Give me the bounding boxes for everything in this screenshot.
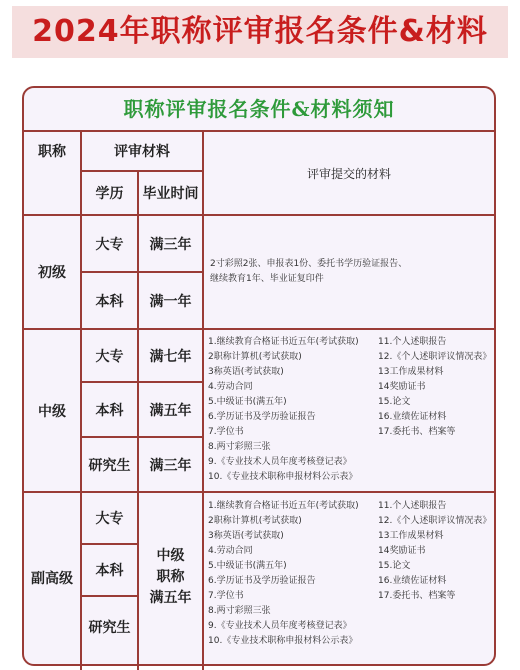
material-item: 7.学位书 (208, 427, 244, 437)
material-item: 4.劳动合同 (208, 546, 253, 556)
middle-education-associate: 大专 (95, 348, 124, 365)
senior-materials-right (378, 499, 491, 604)
material-item: 11.个人述职报告 (378, 501, 447, 511)
material-item: 14奖励证书 (378, 546, 426, 556)
page-title: 2024年职称评审报名条件&材料 (32, 14, 488, 49)
header-graduation-time: 毕业时间 (142, 186, 199, 202)
material-item: 11.个人述职报告 (378, 337, 447, 347)
senior-education-postgraduate: 研究生 (88, 620, 131, 636)
middle-materials-left (208, 335, 359, 485)
header-materials: 评审材料 (114, 144, 170, 160)
header-level: 职称 (38, 144, 66, 160)
material-item: 17.委托书、档案等 (378, 591, 456, 601)
junior-years-bachelor: 满一年 (149, 293, 192, 310)
material-item: 2职称计算机(考试获取) (208, 516, 302, 526)
junior-education-bachelor: 本科 (95, 293, 124, 310)
material-item: 1.继续教育合格证书近五年(考试获取) (208, 337, 359, 347)
material-item: 12.《个人述职评议情况表》 (378, 516, 492, 526)
material-item: 7.学位书 (208, 591, 244, 601)
material-item: 13工作成果材料 (378, 367, 444, 377)
level-junior: 初级 (38, 265, 66, 281)
material-item: 10.《专业技术职称申报材料公示表》 (208, 472, 358, 482)
senior-years (139, 502, 202, 652)
material-item: 4.劳动合同 (208, 382, 253, 392)
senior-years-line: 职称 (156, 568, 185, 585)
middle-education-bachelor: 本科 (95, 402, 124, 419)
junior-years-associate: 满三年 (149, 236, 192, 253)
notice-card (22, 86, 496, 666)
middle-education-postgraduate: 研究生 (88, 457, 131, 474)
header-submitted-materials: 评审提交的材料 (306, 166, 391, 181)
middle-years-bachelor: 满五年 (149, 402, 192, 419)
material-item: 6.学历证书及学历验证报告 (208, 576, 316, 586)
level-senior: 副高级 (31, 571, 73, 587)
requirements-table (24, 130, 494, 670)
material-item: 5.中级证书(满五年) (208, 397, 287, 407)
middle-years-associate: 满七年 (149, 348, 192, 365)
material-item: 8.两寸彩照三张 (208, 606, 271, 616)
material-item: 10.《专业技术职称申报材料公示表》 (208, 636, 358, 646)
senior-materials-left (208, 499, 359, 649)
junior-education-associate: 大专 (95, 236, 124, 253)
material-item: 14奖励证书 (378, 382, 426, 392)
material-item: 17.委托书、档案等 (378, 427, 456, 437)
material-item: 2职称计算机(考试获取) (208, 352, 302, 362)
junior-material-line: 2寸彩照2张、申报表1份、委托书学历验证报告、 (210, 259, 408, 269)
material-item: 1.继续教育合格证书近五年(考试获取) (208, 501, 359, 511)
senior-years-line: 中级 (156, 547, 185, 564)
junior-materials (210, 257, 407, 287)
notice-title: 职称评审报名条件&材料须知 (123, 97, 395, 121)
material-item: 15.论文 (378, 397, 411, 407)
material-item: 16.业绩佐证材料 (378, 412, 447, 422)
material-item: 9.《专业技术人员年度考核登记表》 (208, 621, 352, 631)
material-item: 3称英语(考试获取) (208, 367, 284, 377)
material-item: 8.两寸彩照三张 (208, 442, 271, 452)
material-item: 9.《专业技术人员年度考核登记表》 (208, 457, 352, 467)
middle-materials-right (378, 335, 491, 440)
senior-years-line: 满五年 (149, 589, 192, 606)
material-item: 13工作成果材料 (378, 531, 444, 541)
material-item: 15.论文 (378, 561, 411, 571)
middle-years-postgraduate: 满三年 (149, 457, 192, 474)
junior-material-line: 继续教育1年、毕业证复印件 (210, 274, 324, 284)
material-item: 3称英语(考试获取) (208, 531, 284, 541)
material-item: 12.《个人述职评议情况表》 (378, 352, 492, 362)
material-item: 16.业绩佐证材料 (378, 576, 447, 586)
material-item: 6.学历证书及学历验证报告 (208, 412, 316, 422)
material-item: 5.中级证书(满五年) (208, 561, 287, 571)
title-banner (12, 6, 508, 58)
header-education: 学历 (95, 186, 124, 202)
level-middle: 中级 (38, 403, 66, 420)
senior-education-associate: 大专 (95, 511, 124, 527)
senior-education-bachelor: 本科 (95, 563, 124, 579)
